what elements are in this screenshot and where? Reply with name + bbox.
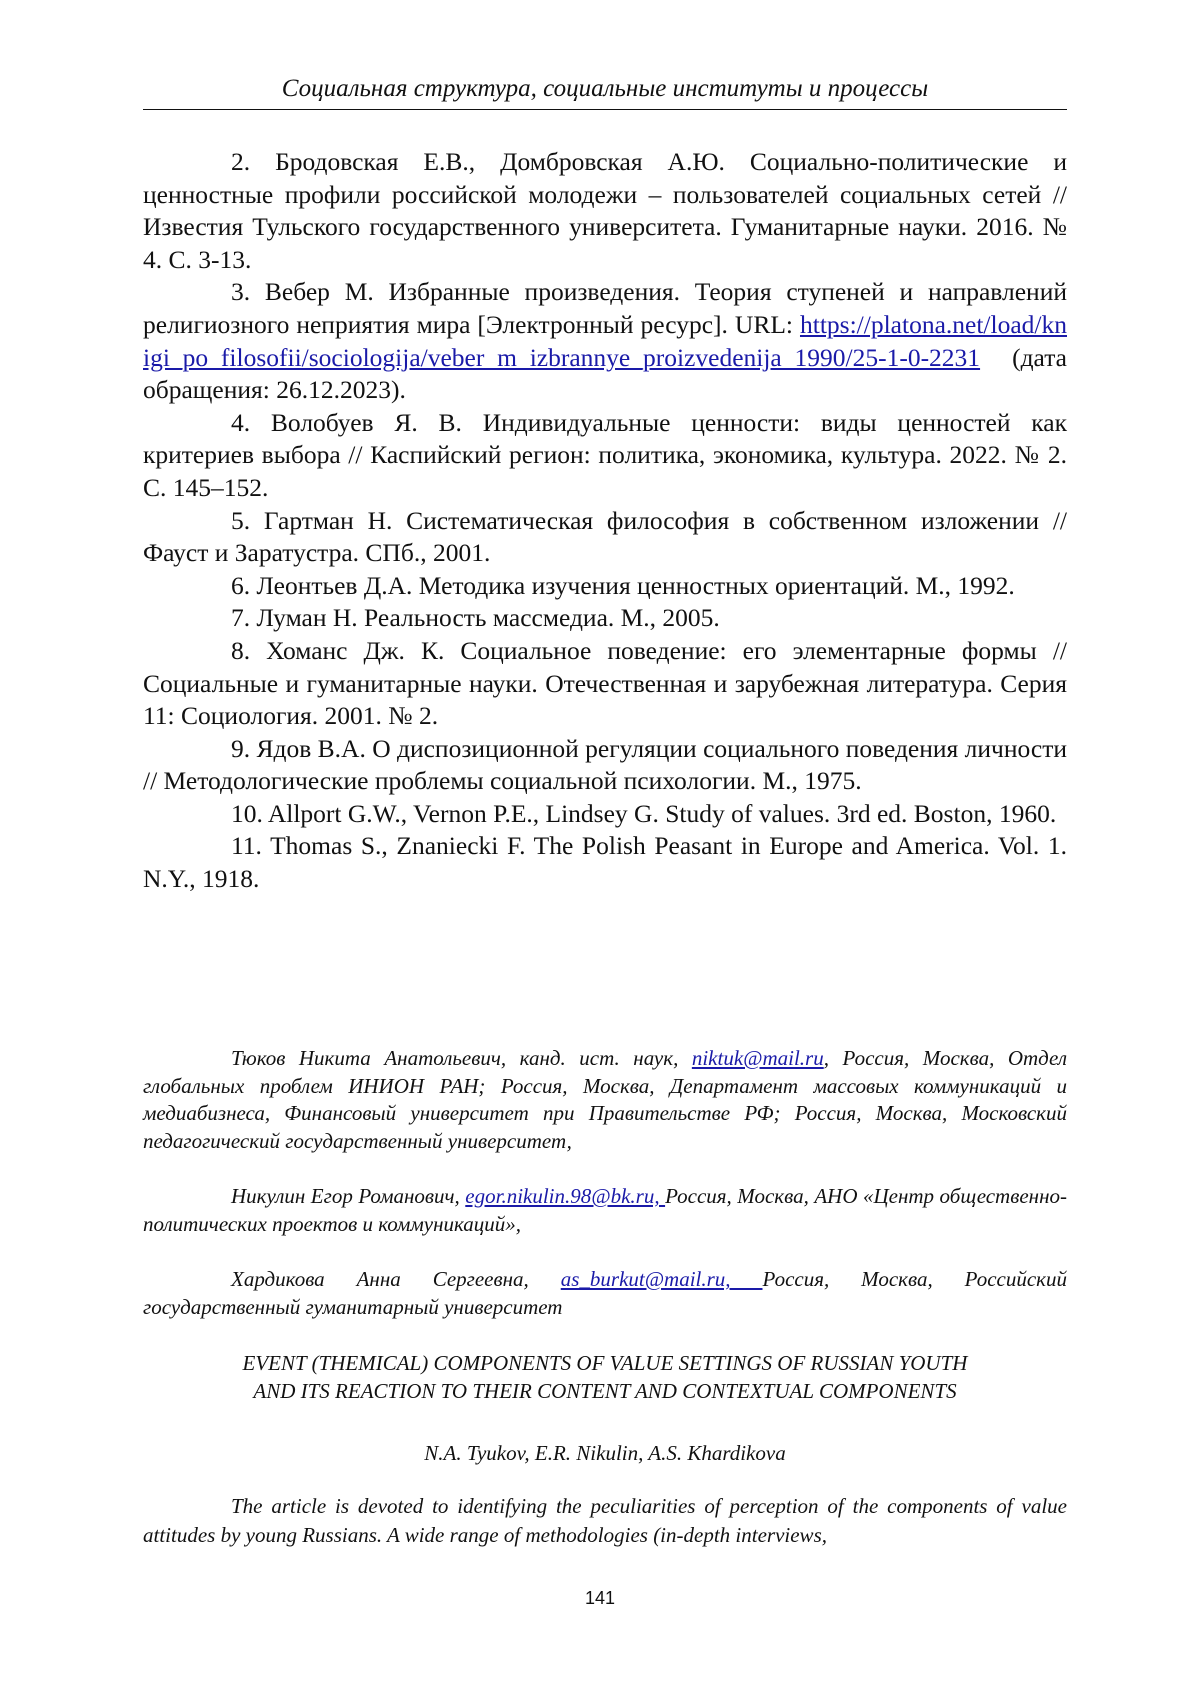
reference-list [143, 146, 1067, 896]
reference-item-7: 7. Луман Н. Реальность массмедиа. М., 2005. [231, 603, 720, 633]
author-nikulin-email-link[interactable]: egor.nikulin.98@bk.ru, [465, 1184, 666, 1208]
author-tyukov-name: Тюков Никита Анатольевич, канд. ист. наук, [231, 1046, 692, 1070]
author-khardikova-email-link[interactable]: as_burkut@mail.ru, [560, 1267, 763, 1291]
reference-item-8: 8. Хоманс Дж. К. Социальное поведение: его элементарные формы // Социальные и гуманитарные науки. Отечественная и зарубежная литература. Серия 11: Социология. 2001. № 2. [143, 635, 1067, 731]
author-nikulin-affiliation: Россия, Москва, АНО «Центр общественно-политических проектов и коммуникаций», [143, 1184, 1067, 1236]
reference-item-2: 2. Бродовская Е.В., Домбровская А.Ю. Социально-политические и ценностные профили российской молодежи – пользователей социальных сетей // Известия Тульского государственного университета. Гуманитарные науки. 2016. № 4. С. 3-13. [143, 147, 1067, 274]
reference-item-4: 4. Волобуев Я. В. Индивидуальные ценности: виды ценностей как критериев выбора // Каспийский регион: политика, экономика, культура. 2022. № 2. С. 145–152. [143, 407, 1067, 502]
reference-item-9: 9. Ядов В.А. О диспозиционной регуляции социального поведения личности // Методологические проблемы социальной психологии. М., 1975. [143, 733, 1067, 796]
reference-item-10: 10. Allport G.W., Vernon P.E., Lindsey G. Study of values. 3rd ed. Boston, 1960. [231, 798, 1057, 828]
author-nikulin [143, 1183, 1067, 1238]
author-info-block [143, 1045, 1067, 1349]
running-head: Социальная структура, социальные институты и процессы [281, 75, 929, 102]
reference-item-5: 5. Гартман Н. Систематическая философия в собственном изложении // Фауст и Заратустра. СПб., 2001. [143, 505, 1067, 568]
author-khardikova-name: Хардикова Анна Сергеевна, [231, 1267, 561, 1291]
author-khardikova [143, 1266, 1067, 1321]
english-abstract: The article is devoted to identifying the peculiarities of perception of the components of value attitudes by young Russians. A wide range of methodologies (in-depth interviews, [143, 1494, 1067, 1547]
english-article-title [143, 1350, 1067, 1405]
reference-item-11: 11. Thomas S., Znaniecki F. The Polish Peasant in Europe and America. Vol. 1. N.Y., 1918. [143, 831, 1067, 894]
author-tyukov-affiliation: , Россия, Москва, Отдел глобальных проблем ИНИОН РАН; Россия, Москва, Департамент массовых коммуникаций и медиабизнеса, Финансовый университет при Правительстве РФ; Россия, Москва, Московский педагогический государственный университет, [143, 1046, 1068, 1153]
author-tyukov [143, 1045, 1067, 1155]
reference-3-text: 3. Вебер М. Избранные произведения. Теория ступеней и направлений религиозного неприятия мира [Электронный ресурс]. URL: [143, 277, 1067, 339]
reference-3-url-link[interactable]: https://platona.net/load/knigi_po_filosofii/sociologija/veber_m_izbrannye_proizvedenija_1990/25-1-0-2231 [143, 309, 1067, 372]
english-title-line-1: EVENT (THEMICAL) COMPONENTS OF VALUE SETTINGS OF RUSSIAN YOUTH [242, 1351, 968, 1375]
reference-item-6: 6. Леонтьев Д.А. Методика изучения ценностных ориентаций. М., 1992. [231, 570, 1015, 600]
english-authors: N.A. Tyukov, E.R. Nikulin, A.S. Khardikova [424, 1441, 786, 1465]
author-tyukov-email-link[interactable]: niktuk@mail.ru [691, 1046, 824, 1070]
header-rule [143, 109, 1067, 110]
page-number: 141 [584, 1588, 616, 1608]
reference-3-access-date: (дата обращения: 26.12.2023). [143, 342, 1067, 405]
author-nikulin-name: Никулин Егор Романович, [231, 1184, 466, 1208]
english-title-line-2: AND ITS REACTION TO THEIR CONTENT AND CONTEXTUAL COMPONENTS [253, 1378, 957, 1403]
reference-item-3 [143, 276, 1067, 406]
author-khardikova-affiliation: Россия, Москва, Российский государственный гуманитарный университет [143, 1267, 1068, 1319]
